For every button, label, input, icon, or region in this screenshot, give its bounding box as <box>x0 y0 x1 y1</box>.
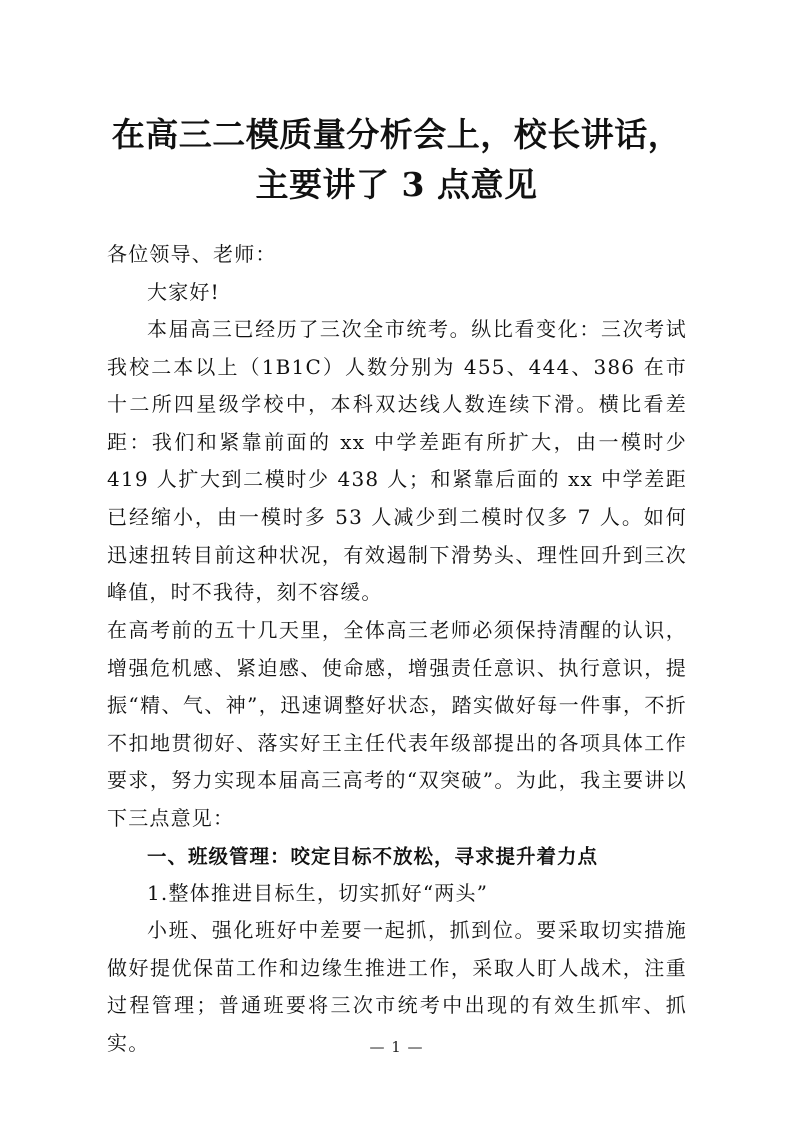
paragraph-2: 在高考前的五十几天里，全体高三老师必须保持清醒的认识，增强危机感、紧迫感、使命感，增强责任意识、执行意识，提振“精、气、神”，迅速调整好状态，踏实做好每一件事，不折不扣地贯彻好、落实好王主任代表年级部提出的各项具体工作要求，努力实现本届高三高考的“双突破”。为此，我主要讲以下三点意见： <box>107 618 687 830</box>
page-number: — 1 — <box>369 1038 424 1056</box>
greeting: 大家好! <box>147 280 220 304</box>
paragraph-1: 本届高三已经历了三次全市统考。纵比看变化：三次考试我校二本以上（1B1C）人数分别为 455、444、386 在市十二所四星级学校中，本科双达线人数连续下滑。横比看差距：我们和紧靠前面的 xx 中学差距有所扩大，由一模时少 419 人扩大到二模时少 438 人；和紧靠后面的 xx 中学差距已经缩小，由一模时多 53 人减少到二模时仅多 7 人。如何迅速扭转目前这种状况，有效遏制下滑势头、理性回升到三次峰值，时不我待，刻不容缓。 <box>107 317 687 605</box>
salutation: 各位领导、老师： <box>107 242 277 266</box>
document-title: 在高三二模质量分析会上，校长讲话，主要讲了 3 点意见 <box>111 115 682 204</box>
paragraph-3: 小班、强化班好中差要一起抓，抓到位。要采取切实措施做好提优保苗工作和边缘生推进工作，采取人盯人战术，注重过程管理；普通班要将三次市统考中出现的有效生抓牢、抓实。 <box>107 918 687 1055</box>
section-heading-1: 一、班级管理：咬定目标不放松，寻求提升着力点 <box>147 845 599 868</box>
subheading-1: 1.整体推进目标生，切实抓好“两头” <box>147 881 489 905</box>
